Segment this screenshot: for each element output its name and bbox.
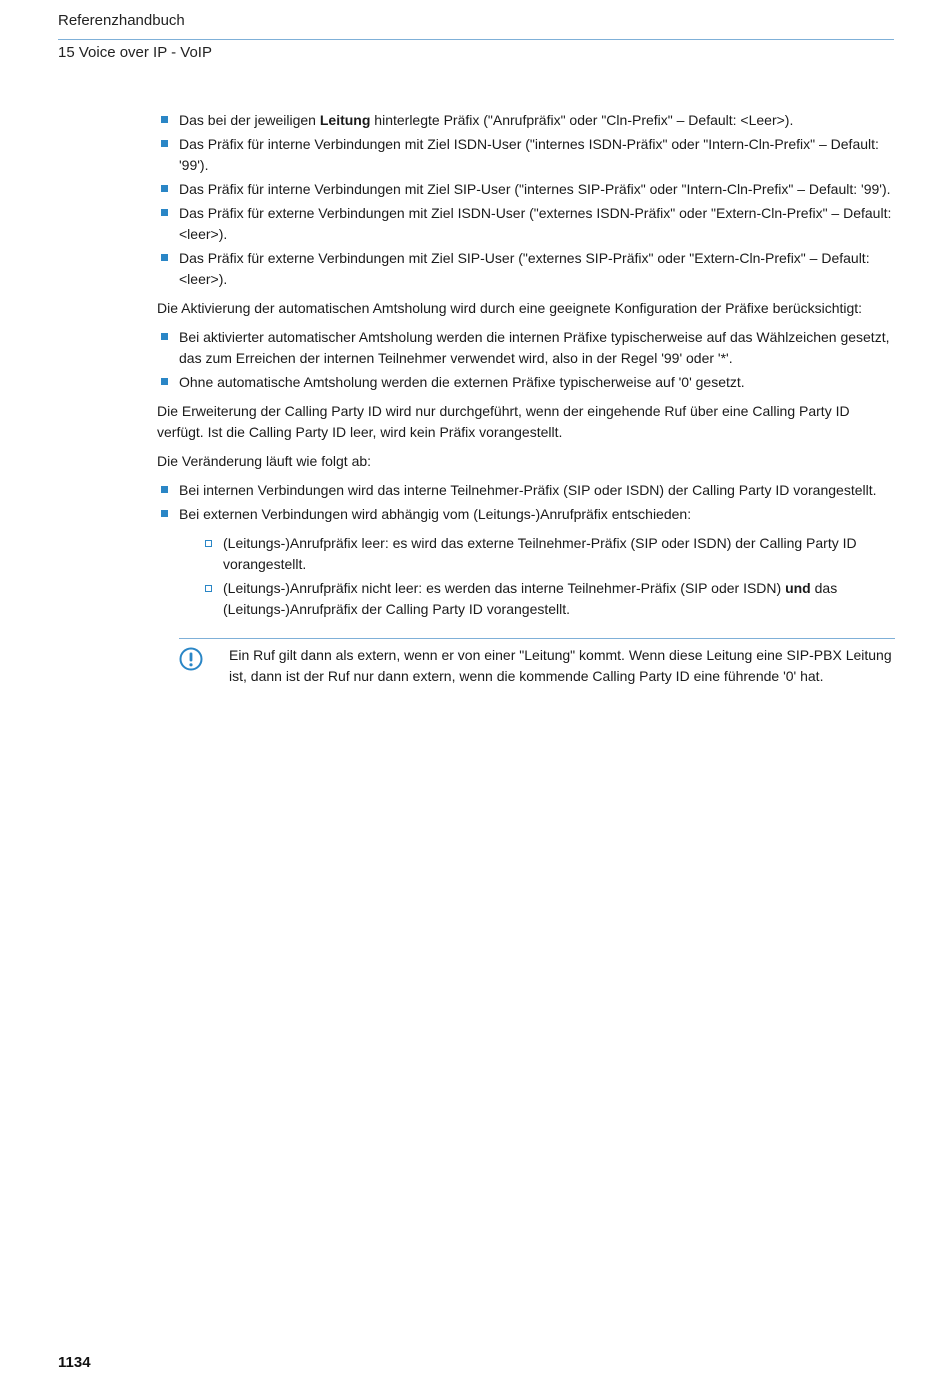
list-item: Bei aktivierter automatischer Amtsholung werden die internen Präfixe typischerweise auf das Wählzeichen gesetzt, das zum Erreichen der internen Teilnehmer verwendet wird, also in der Regel '99' oder '*'.: [157, 327, 897, 369]
sub-list-item: (Leitungs-)Anrufpräfix nicht leer: es werden das interne Teilnehmer-Präfix (SIP oder ISDN) und das (Leitungs-)Anrufpräfix der Calling Party ID vorangestellt.: [201, 578, 897, 620]
bold-term: und: [785, 580, 811, 596]
list-item: Das Präfix für externe Verbindungen mit Ziel ISDN-User ("externes ISDN-Präfix" oder "Extern-Cln-Prefix" – Default: <leer>).: [157, 203, 897, 245]
prefix-list: [157, 110, 897, 290]
list-item: Das bei der jeweiligen Leitung hinterlegte Präfix ("Anrufpräfix" oder "Cln-Prefix" – Default: <Leer>).: [157, 110, 897, 131]
procedure-list: [157, 480, 897, 620]
bold-term: Leitung: [319, 112, 371, 128]
list-item: Bei externen Verbindungen wird abhängig vom (Leitungs-)Anrufpräfix entschieden: (Leitungs-)Anrufpräfix leer: es wird das externe Teilnehmer-Präfix (SIP oder ISDN) der Calling Party ID vorangestellt. (Leitungs-)Anrufpräfix nicht leer: es werden das interne Teilnehmer-Präfix (SIP oder ISDN) und das (Leitungs-)Anrufpräfix der Calling Party ID vorangestellt.: [157, 504, 897, 620]
running-header-title: Referenzhandbuch: [58, 12, 185, 29]
list-item: Das Präfix für interne Verbindungen mit Ziel ISDN-User ("internes ISDN-Präfix" oder "Intern-Cln-Prefix" – Default: '99').: [157, 134, 897, 176]
sub-list: [201, 533, 897, 620]
page-number: 1134: [58, 1354, 91, 1371]
note-text: Ein Ruf gilt dann als extern, wenn er von einer "Leitung" kommt. Wenn diese Leitung eine SIP-PBX Leitung ist, dann ist der Ruf nur dann extern, wenn die kommende Calling Party ID eine führende '0' hat.: [229, 647, 892, 684]
exclamation-circle-icon: [179, 647, 203, 671]
list-item: Ohne automatische Amtsholung werden die externen Präfixe typischerweise auf '0' gesetzt.: [157, 372, 897, 393]
paragraph: Die Erweiterung der Calling Party ID wird nur durchgeführt, wenn der eingehende Ruf über eine Calling Party ID verfügt. Ist die Calling Party ID leer, wird kein Präfix vorangestellt.: [157, 403, 850, 440]
amtsholung-list: [157, 327, 897, 393]
header-divider: [58, 39, 894, 40]
list-item: Bei internen Verbindungen wird das interne Teilnehmer-Präfix (SIP oder ISDN) der Calling Party ID vorangestellt.: [157, 480, 897, 501]
paragraph: Die Aktivierung der automatischen Amtsholung wird durch eine geeignete Konfiguration der Präfixe berücksichtigt:: [157, 300, 863, 316]
note-box: [179, 638, 895, 687]
chapter-title: 15 Voice over IP - VoIP: [58, 44, 212, 61]
page-body: [157, 110, 897, 687]
list-item: Das Präfix für interne Verbindungen mit Ziel SIP-User ("internes SIP-Präfix" oder "Intern-Cln-Prefix" – Default: '99').: [157, 179, 897, 200]
paragraph: Die Veränderung läuft wie folgt ab:: [157, 453, 372, 469]
sub-list-item: (Leitungs-)Anrufpräfix leer: es wird das externe Teilnehmer-Präfix (SIP oder ISDN) der Calling Party ID vorangestellt.: [201, 533, 897, 575]
list-item: Das Präfix für externe Verbindungen mit Ziel SIP-User ("externes SIP-Präfix" oder "Extern-Cln-Prefix" – Default: <leer>).: [157, 248, 897, 290]
